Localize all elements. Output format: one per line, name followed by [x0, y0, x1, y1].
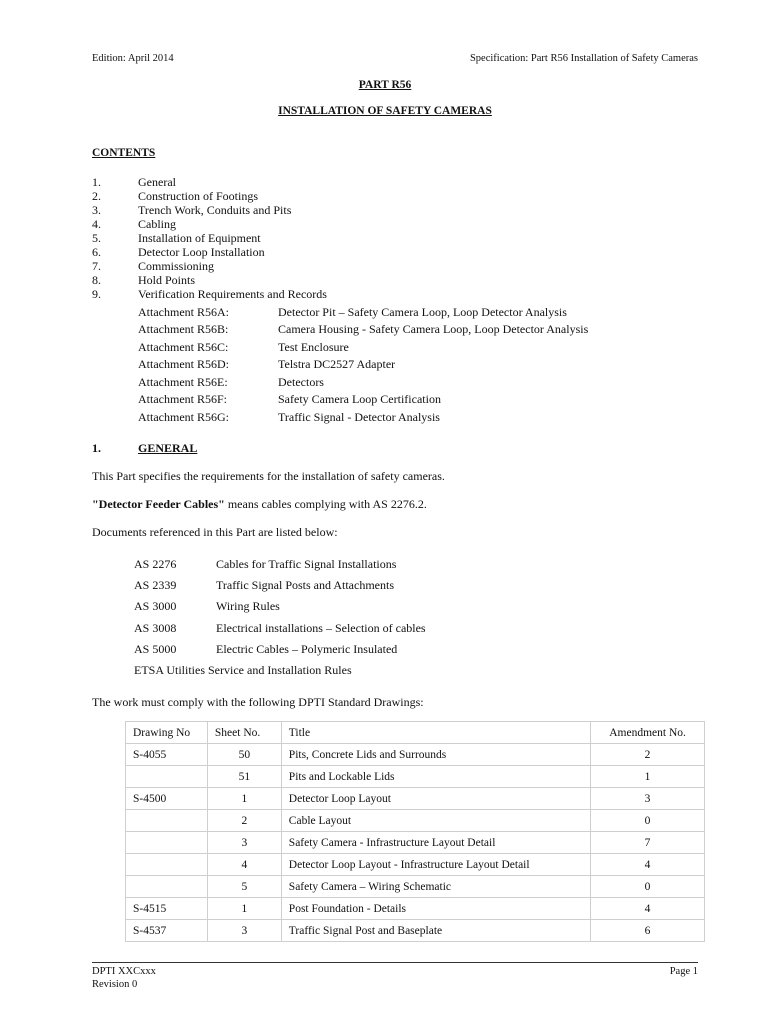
- reference-title: Electrical installations – Selection of cables: [216, 621, 426, 635]
- toc-item: Cabling: [138, 217, 176, 231]
- reference-code: AS 3000: [134, 599, 177, 613]
- toc-number: 7.: [92, 259, 101, 273]
- title-cell: Cable Layout: [281, 810, 590, 832]
- part-title: PART R56: [358, 79, 412, 91]
- table-row: [126, 898, 705, 920]
- reference-title: Traffic Signal Posts and Attachments: [216, 578, 394, 592]
- reference-title: Wiring Rules: [216, 599, 280, 613]
- amendment-cell: 4: [591, 854, 705, 876]
- toc-number: 9.: [92, 287, 101, 301]
- header-edition: Edition: April 2014: [92, 53, 174, 64]
- toc-item: Verification Requirements and Records: [138, 287, 327, 301]
- toc-number: 6.: [92, 245, 101, 259]
- drawing-no-cell: S-4500: [126, 788, 208, 810]
- title-cell: Detector Loop Layout: [281, 788, 590, 810]
- title-cell: Detector Loop Layout - Infrastructure Layout Detail: [281, 854, 590, 876]
- table-row: [126, 766, 705, 788]
- amendment-cell: 0: [591, 810, 705, 832]
- sheet-no-cell: 3: [207, 832, 281, 854]
- table-row: [126, 854, 705, 876]
- title-cell: Pits, Concrete Lids and Surrounds: [281, 744, 590, 766]
- header-spec: Specification: Part R56 Installation of Safety Cameras: [469, 53, 698, 64]
- drawing-no-cell: S-4515: [126, 898, 208, 920]
- references-intro: Documents referenced in this Part are listed below:: [92, 525, 338, 539]
- toc-item: Installation of Equipment: [138, 231, 261, 245]
- definition-term: "Detector Feeder Cables": [92, 497, 225, 511]
- reference-title: Cables for Traffic Signal Installations: [216, 557, 397, 571]
- drawing-no-cell: [126, 766, 208, 788]
- attachment-label: Attachment R56D:: [138, 357, 229, 371]
- table-row: [126, 810, 705, 832]
- amendment-cell: 6: [591, 920, 705, 942]
- contents-heading: CONTENTS: [92, 147, 156, 159]
- toc-item: Construction of Footings: [138, 189, 259, 203]
- attachment-title: Detector Pit – Safety Camera Loop, Loop Detector Analysis: [278, 305, 567, 319]
- toc-number: 8.: [92, 273, 101, 287]
- reference-code: AS 2276: [134, 557, 177, 571]
- table-header-row: [126, 722, 705, 744]
- toc-number: 1.: [92, 175, 101, 189]
- drawing-no-cell: S-4055: [126, 744, 208, 766]
- sheet-no-cell: 3: [207, 920, 281, 942]
- reference-title: Electric Cables – Polymeric Insulated: [216, 642, 398, 656]
- reference-code: AS 2339: [134, 578, 177, 592]
- attachment-title: Detectors: [278, 375, 324, 389]
- main-title: INSTALLATION OF SAFETY CAMERAS: [278, 105, 492, 117]
- sheet-no-cell: 51: [207, 766, 281, 788]
- sheet-no-cell: 1: [207, 788, 281, 810]
- amendment-cell: 7: [591, 832, 705, 854]
- table-row: [126, 832, 705, 854]
- amendment-cell: 2: [591, 744, 705, 766]
- header-sheet-no: Sheet No.: [207, 722, 281, 744]
- reference-code: AS 3008: [134, 621, 177, 635]
- attachment-title: Traffic Signal - Detector Analysis: [278, 410, 440, 424]
- attachment-title: Camera Housing - Safety Camera Loop, Loop Detector Analysis: [278, 322, 589, 336]
- title-cell: Pits and Lockable Lids: [281, 766, 590, 788]
- drawings-intro: The work must comply with the following DPTI Standard Drawings:: [92, 695, 424, 709]
- definition-text: means cables complying with AS 2276.2.: [224, 497, 427, 511]
- header-amendment-no: Amendment No.: [591, 722, 705, 744]
- sheet-no-cell: 50: [207, 744, 281, 766]
- attachment-label: Attachment R56C:: [138, 340, 229, 354]
- sheet-no-cell: 5: [207, 876, 281, 898]
- drawings-table: [125, 721, 705, 942]
- drawing-no-cell: [126, 876, 208, 898]
- attachment-label: Attachment R56G:: [138, 410, 229, 424]
- drawing-no-cell: S-4537: [126, 920, 208, 942]
- sheet-no-cell: 2: [207, 810, 281, 832]
- footer-divider: [92, 962, 698, 963]
- toc-number: 3.: [92, 203, 101, 217]
- title-cell: Safety Camera - Infrastructure Layout Detail: [281, 832, 590, 854]
- attachment-title: Test Enclosure: [278, 340, 349, 354]
- toc-number: 2.: [92, 189, 101, 203]
- table-row: [126, 744, 705, 766]
- toc-item: Hold Points: [138, 273, 196, 287]
- drawing-no-cell: [126, 832, 208, 854]
- footer-revision: Revision 0: [92, 979, 138, 990]
- amendment-cell: 0: [591, 876, 705, 898]
- header-drawing-no: Drawing No: [126, 722, 208, 744]
- toc-number: 4.: [92, 217, 101, 231]
- reference-etsa: ETSA Utilities Service and Installation Rules: [134, 663, 352, 677]
- title-cell: Traffic Signal Post and Baseplate: [281, 920, 590, 942]
- reference-code: AS 5000: [134, 642, 177, 656]
- attachment-label: Attachment R56A:: [138, 305, 229, 319]
- section-heading: GENERAL: [138, 441, 198, 455]
- attachment-label: Attachment R56F:: [138, 392, 227, 406]
- title-cell: Post Foundation - Details: [281, 898, 590, 920]
- table-row: [126, 876, 705, 898]
- header-title: Title: [281, 722, 590, 744]
- footer-page-number: Page 1: [669, 966, 698, 977]
- definition-paragraph: [92, 497, 427, 511]
- toc-item: General: [138, 175, 176, 189]
- table-row: [126, 788, 705, 810]
- amendment-cell: 1: [591, 766, 705, 788]
- toc-number: 5.: [92, 231, 101, 245]
- toc-item: Detector Loop Installation: [138, 245, 265, 259]
- general-paragraph: This Part specifies the requirements for the installation of safety cameras.: [92, 469, 445, 483]
- attachment-label: Attachment R56E:: [138, 375, 228, 389]
- toc-item: Commissioning: [138, 259, 215, 273]
- attachment-title: Safety Camera Loop Certification: [278, 392, 441, 406]
- amendment-cell: 3: [591, 788, 705, 810]
- toc-item: Trench Work, Conduits and Pits: [138, 203, 292, 217]
- table-row: [126, 920, 705, 942]
- footer-doc-id: DPTI XXCxxx: [92, 966, 156, 977]
- section-number: 1.: [92, 441, 101, 455]
- sheet-no-cell: 4: [207, 854, 281, 876]
- attachment-title: Telstra DC2527 Adapter: [278, 357, 396, 371]
- sheet-no-cell: 1: [207, 898, 281, 920]
- title-cell: Safety Camera – Wiring Schematic: [281, 876, 590, 898]
- drawing-no-cell: [126, 810, 208, 832]
- attachment-label: Attachment R56B:: [138, 322, 229, 336]
- amendment-cell: 4: [591, 898, 705, 920]
- drawing-no-cell: [126, 854, 208, 876]
